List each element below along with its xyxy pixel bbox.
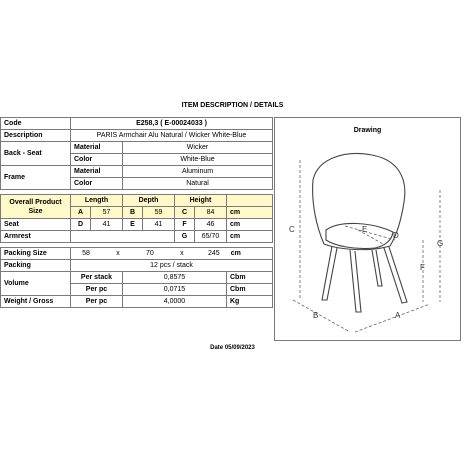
value-f: 46 xyxy=(195,219,227,231)
label-d: D xyxy=(393,231,399,240)
dim-line-b xyxy=(293,300,350,332)
packing-size-label: Packing Size xyxy=(1,248,71,260)
chair-leg-front-right xyxy=(384,247,407,303)
label-f: F xyxy=(420,263,425,272)
back-seat-label: Back - Seat xyxy=(1,142,71,166)
value-c: 84 xyxy=(195,207,227,219)
chair-seat xyxy=(326,223,393,248)
height-header: Height xyxy=(175,195,227,207)
value-a: 57 xyxy=(91,207,123,219)
back-seat-material-label: Material xyxy=(71,142,123,154)
letter-a: A xyxy=(71,207,91,219)
per-stack-label: Per stack xyxy=(71,272,123,284)
length-header: Length xyxy=(71,195,123,207)
overall-unit: cm xyxy=(227,207,273,219)
chair-leg-front-left xyxy=(322,246,337,300)
value-d: 41 xyxy=(91,219,123,231)
description-label: Description xyxy=(1,130,71,142)
weight-label: Weight / Gross xyxy=(1,296,71,308)
back-seat-material: Wicker xyxy=(123,142,273,154)
packing-x2: x xyxy=(180,249,184,257)
letter-g: G xyxy=(175,231,195,243)
code-label: Code xyxy=(1,118,71,130)
label-g: G xyxy=(437,239,444,248)
overall-size-label: Overall Product Size xyxy=(1,195,71,219)
packing-x1: x xyxy=(116,249,120,257)
armrest-label: Armrest xyxy=(1,231,71,243)
value-b: 59 xyxy=(143,207,175,219)
letter-e: E xyxy=(123,219,143,231)
value-e: 41 xyxy=(143,219,175,231)
back-seat-color: White-Blue xyxy=(123,154,273,166)
packing-length: 58 xyxy=(82,249,90,257)
packing-value: 12 pcs / stack xyxy=(71,260,273,272)
footer-date: Date 05/09/2023 xyxy=(210,345,255,351)
drawing-title: Drawing xyxy=(353,127,382,134)
armrest-unit: cm xyxy=(227,231,273,243)
weight-per-pc-label: Per pc xyxy=(71,296,123,308)
label-a: A xyxy=(395,311,401,320)
packing-width: 70 xyxy=(146,249,154,257)
seat-label: Seat xyxy=(1,219,71,231)
label-c: C xyxy=(289,225,295,234)
page-title: ITEM DESCRIPTION / DETAILS xyxy=(181,102,284,109)
frame-color: Natural xyxy=(123,178,273,190)
letter-c: C xyxy=(175,207,195,219)
packing-height: 245 xyxy=(207,249,220,257)
packing-unit: cm xyxy=(230,249,241,257)
letter-b: B xyxy=(123,207,143,219)
depth-header: Depth xyxy=(123,195,175,207)
per-pc-unit: Cbm xyxy=(227,284,273,296)
per-pc-label: Per pc xyxy=(71,284,123,296)
dim-line-d xyxy=(345,226,395,240)
letter-f: F xyxy=(175,219,195,231)
letter-d: D xyxy=(71,219,91,231)
value-g: 65/70 xyxy=(195,231,227,243)
weight-unit: Kg xyxy=(227,296,273,308)
frame-label: Frame xyxy=(1,166,71,190)
per-pc-value: 0,0715 xyxy=(123,284,227,296)
packing-label: Packing xyxy=(1,260,71,272)
frame-material-label: Material xyxy=(71,166,123,178)
back-seat-color-label: Color xyxy=(71,154,123,166)
description-value: PARIS Armchair Alu Natural / Wicker White-Blue xyxy=(71,130,273,142)
label-e: E xyxy=(362,225,368,234)
chair-leg-back-left xyxy=(350,250,361,312)
weight-value: 4,0000 xyxy=(123,296,227,308)
per-stack-value: 0,8575 xyxy=(123,272,227,284)
seat-unit: cm xyxy=(227,219,273,231)
volume-label: Volume xyxy=(1,272,71,296)
frame-color-label: Color xyxy=(71,178,123,190)
code-value: E258,3 ( E-00024033 ) xyxy=(71,118,273,130)
chair-leg-back-right xyxy=(372,250,382,286)
label-b: B xyxy=(313,311,319,320)
frame-material: Aluminum xyxy=(123,166,273,178)
per-stack-unit: Cbm xyxy=(227,272,273,284)
dim-line-a xyxy=(355,304,430,332)
